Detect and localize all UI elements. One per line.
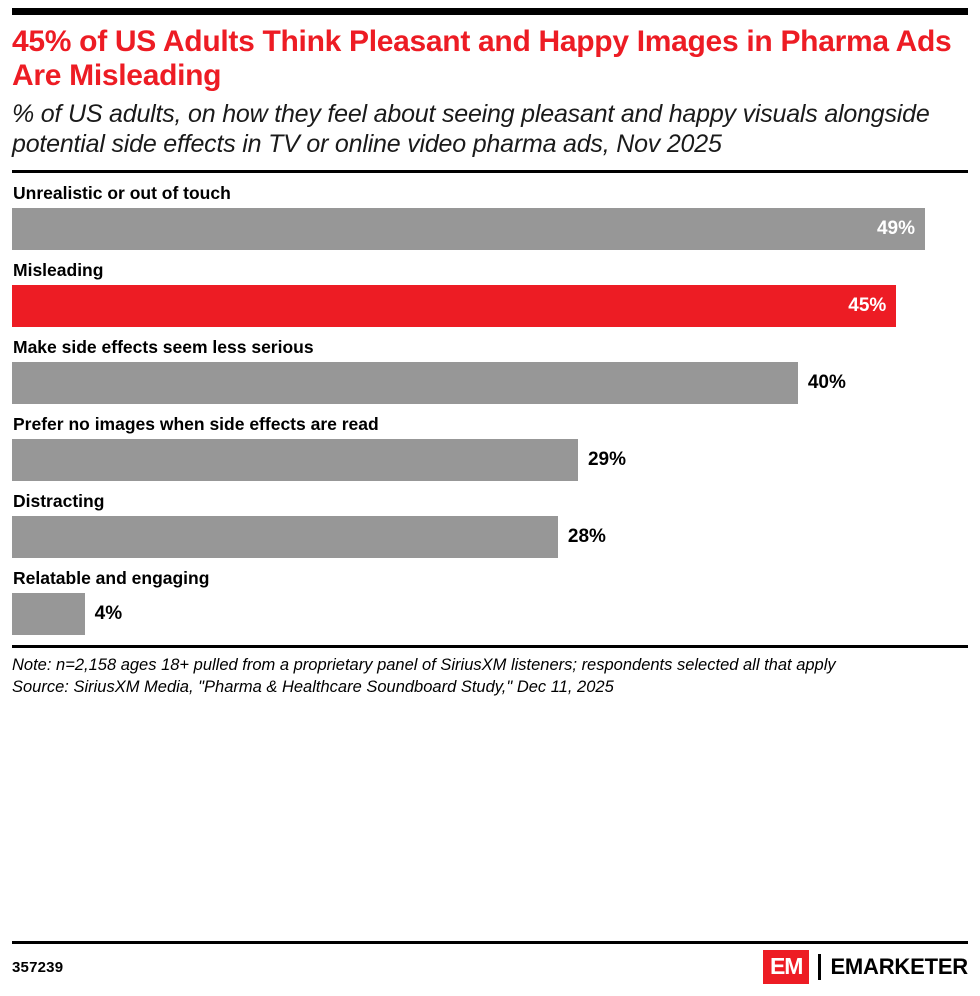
bar-value: 49% [876, 217, 915, 239]
notes-block [12, 645, 968, 698]
bar-value: 4% [94, 602, 123, 624]
logo-wordmark: EMARKETER [830, 954, 968, 979]
bar-line [12, 593, 968, 635]
bar-category-label: Relatable and engaging [13, 567, 210, 588]
bar-line [12, 516, 968, 558]
bar-segment[interactable] [12, 362, 798, 404]
bar-line [12, 285, 968, 327]
bar-value: 40% [807, 371, 846, 393]
chart-id: 357239 [12, 958, 64, 976]
bar-segment[interactable] [12, 593, 85, 635]
bar-line [12, 208, 968, 250]
bar-category-label: Prefer no images when side effects are read [13, 413, 379, 434]
bar-segment[interactable] [12, 439, 578, 481]
bar-category-label: Misleading [13, 259, 104, 280]
chart-row [12, 568, 968, 635]
chart-row [12, 491, 968, 558]
chart-page [0, 8, 980, 996]
bar-segment-highlighted[interactable] [12, 285, 896, 327]
chart-row [12, 414, 968, 481]
bar-category-label: Make side effects seem less serious [13, 336, 314, 357]
footer [12, 941, 968, 984]
bar-category-label: Unrealistic or out of touch [13, 182, 231, 203]
chart-row [12, 183, 968, 250]
page-title: 45% of US Adults Think Pleasant and Happy Images in Pharma Ads Are Misleading [12, 25, 952, 92]
source-text: Source: SiriusXM Media, "Pharma & Healthcare Soundboard Study," Dec 11, 2025 [12, 678, 614, 697]
note-text: Note: n=2,158 ages 18+ pulled from a proprietary panel of SiriusXM listeners; respondents selected all that apply [12, 655, 836, 674]
bar-chart [12, 183, 968, 635]
bar-line [12, 362, 968, 404]
bar-value: 45% [848, 294, 887, 316]
top-divider [12, 8, 968, 15]
footer-divider [12, 941, 968, 944]
bar-line [12, 439, 968, 481]
bar-category-label: Distracting [13, 490, 105, 511]
header-divider [12, 170, 968, 173]
bar-value: 28% [567, 525, 606, 547]
chart-subtitle: % of US adults, on how they feel about seeing pleasant and happy visuals alongside potential side effects in TV or online video pharma ads, Nov 2025 [12, 99, 930, 159]
bar-value: 29% [587, 448, 626, 470]
bar-segment[interactable] [12, 208, 925, 250]
logo-mark: EM [763, 950, 810, 984]
bar-segment[interactable] [12, 516, 558, 558]
emarketer-logo [763, 950, 968, 984]
logo-divider [818, 954, 821, 980]
chart-row [12, 337, 968, 404]
chart-row [12, 260, 968, 327]
